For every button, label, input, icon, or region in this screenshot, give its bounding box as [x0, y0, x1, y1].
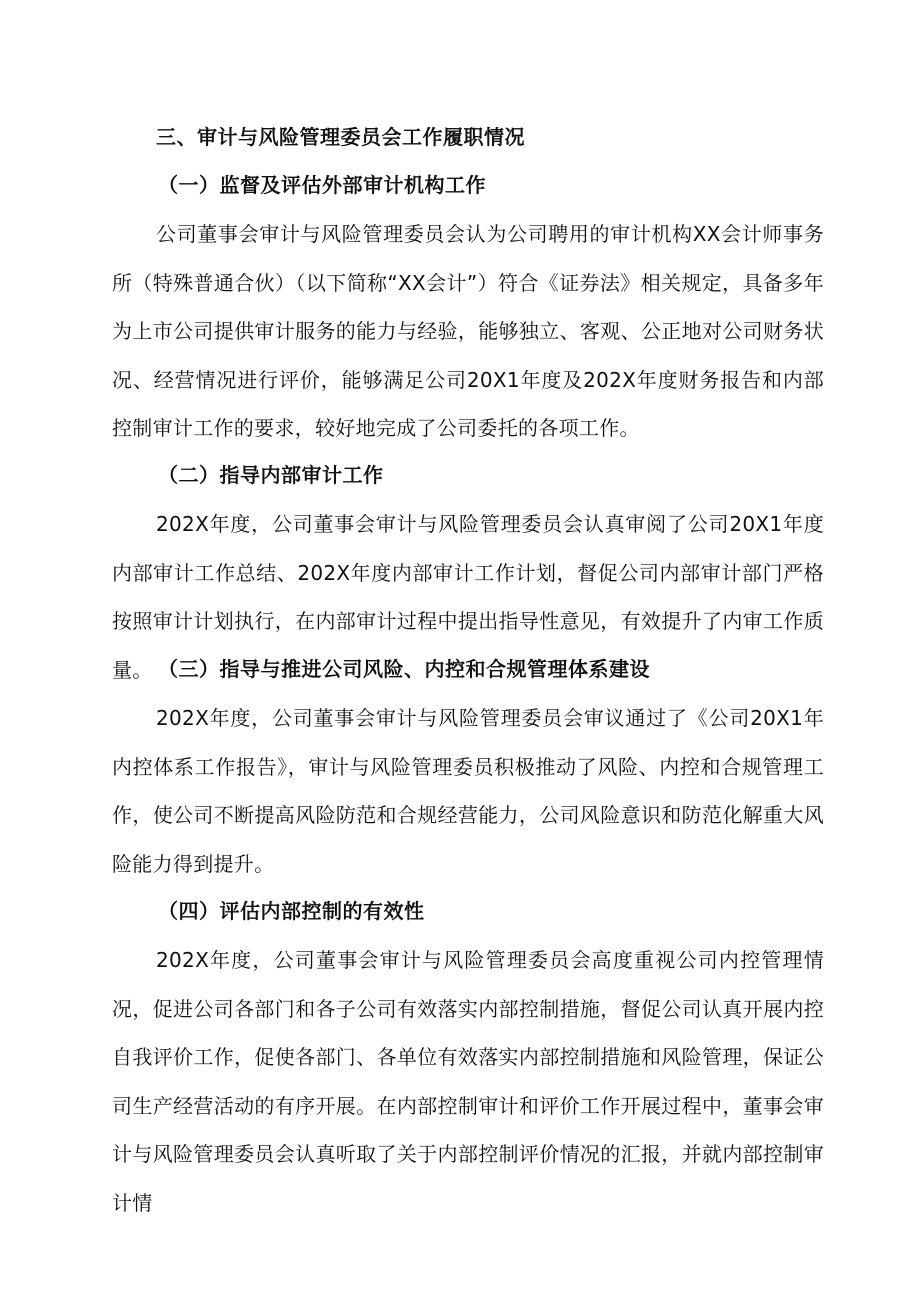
subsection-body-4: 202X年度，公司董事会审计与风险管理委员会高度重视公司内控管理情况，促进公司各部门和各子公司有效落实内部控制措施，督促公司认真开展内控自我评价工作，促使各部门、各单位有效落实内部控制措施和风险管理，保证公司生产经营活动的有序开展。在内部控制审计和评价工作开展过程中，董事会审计与风险管理委员会认真听取了关于内部控制评价情况的汇报，并就内部控制审计情 [112, 948, 824, 1215]
subsection-heading-3: （三）指导与推进公司风险、内控和合规管理体系建设 [158, 657, 650, 681]
subsection-heading-2: （二）指导内部审计工作 [158, 463, 384, 487]
section-title: 三、审计与风险管理委员会工作履职情况 [156, 125, 525, 149]
subsection-body-1: 公司董事会审计与风险管理委员会认为公司聘用的审计机构XX会计师事务所（特殊普通合伙）（以下简称“XX会计”）符合《证券法》相关规定，具备多年为上市公司提供审计服务的能力与经验，能够独立、客观、公正地对公司财务状况、经营情况进行评价，能够满足公司20X1年度及202X年度财务报告和内部控制审计工作的要求，较好地完成了公司委托的各项工作。 [112, 222, 824, 440]
subsection-heading-1: （一）监督及评估外部审计机构工作 [158, 173, 486, 197]
subsection-body-3: 202X年度，公司董事会审计与风险管理委员会审议通过了《公司20X1年内控体系工作报告》，审计与风险管理委员积极推动了风险、内控和合规管理工作，使公司不断提高风险防范和合规经营能力，公司风险意识和防范化解重大风险能力得到提升。 [112, 706, 824, 876]
subsection-body-2: 202X年度，公司董事会审计与风险管理委员会认真审阅了公司20X1年度内部审计工作总结、202X年度内部审计工作计划，督促公司内部审计部门严格按照审计计划执行，在内部审计过程中提出指导性意见，有效提升了内审工作质量。 [112, 512, 824, 682]
subsection-heading-4: （四）评估内部控制的有效性 [158, 899, 425, 923]
